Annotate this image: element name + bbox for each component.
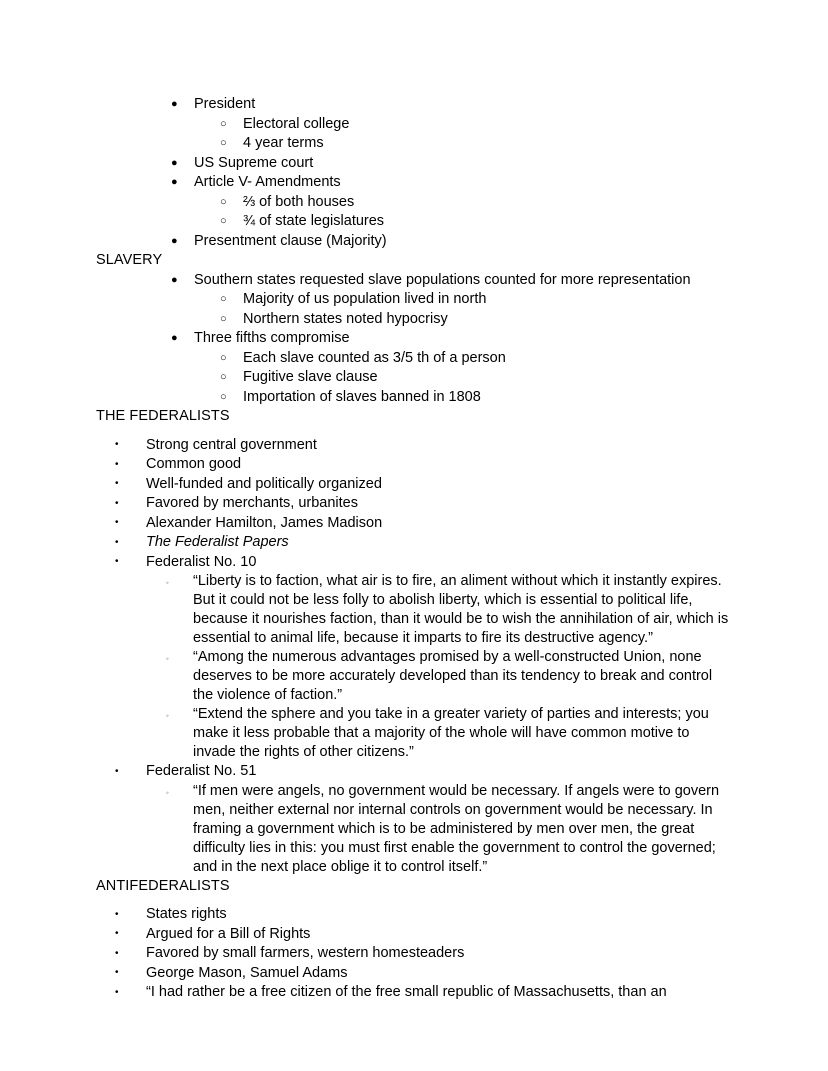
- section-heading: SLAVERY: [96, 252, 163, 268]
- bullet-icon: •: [115, 908, 119, 920]
- list-item: [96, 271, 736, 291]
- sub-list-item: [96, 310, 736, 330]
- bullet-icon: ●: [171, 273, 178, 286]
- bullet-icon: ●: [171, 156, 178, 169]
- list-item: [96, 436, 736, 456]
- section-heading: THE FEDERALISTS: [96, 408, 230, 424]
- list-item-label: The Federalist Papers: [146, 534, 289, 550]
- bullet-icon: •: [115, 556, 119, 567]
- list-item-label: Common good: [146, 456, 242, 472]
- bullet-icon: ○: [220, 371, 227, 383]
- list-item-label: 4 year terms: [243, 135, 324, 151]
- section-spacer: [96, 896, 736, 905]
- sub-list-item: [96, 193, 736, 213]
- list-item: [96, 964, 736, 984]
- list-item: [96, 944, 736, 964]
- bullet-icon: ○: [220, 351, 227, 364]
- list-item-label: US Supreme court: [194, 154, 314, 171]
- bullet-icon: ◦: [166, 711, 169, 720]
- list-item-label: “I had rather be a free citizen of the free small republic of Massachusetts, than an: [146, 984, 667, 1000]
- bullet-icon: •: [115, 517, 119, 528]
- sub-list-item: [96, 349, 736, 369]
- bullet-icon: •: [115, 497, 119, 509]
- list-item: [96, 475, 736, 495]
- bullet-icon: ◦: [166, 787, 169, 797]
- list-item: [96, 905, 736, 925]
- list-item: [96, 925, 736, 945]
- bullet-icon: ○: [220, 137, 227, 149]
- sub-list-item: [96, 134, 736, 154]
- bullet-icon: •: [115, 458, 119, 470]
- list-item-label: Southern states requested slave populations counted for more representation: [194, 271, 691, 288]
- list-item: [96, 154, 736, 174]
- bullet-icon: ◦: [166, 578, 169, 587]
- bullet-icon: •: [115, 536, 119, 548]
- bullet-icon: •: [115, 478, 119, 489]
- list-item: [96, 173, 736, 193]
- list-item-label: Fugitive slave clause: [243, 369, 378, 385]
- bullet-icon: •: [115, 928, 119, 939]
- list-item-label: Each slave counted as 3/5 th of a person: [243, 349, 506, 366]
- list-item-label: Presentment clause (Majority): [194, 232, 387, 249]
- bullet-icon: ○: [220, 390, 227, 403]
- sub-list-item: [96, 290, 736, 310]
- list-item-label: Article V- Amendments: [194, 174, 341, 190]
- list-item: [96, 514, 736, 534]
- list-item-label: Alexander Hamilton, James Madison: [146, 514, 383, 531]
- quote-item: [96, 705, 736, 762]
- list-item-label: “Liberty is to faction, what air is to fire, an aliment without which it instantly expires. But it could not be less folly to abolish liberty, which is essential to political life, because it nourishes faction, than it would be to wish the annihilation of air, which is essential to animal life, because it imparts to fire its destructive agency.”: [193, 573, 729, 646]
- document-body: [96, 95, 736, 1003]
- bullet-icon: ○: [220, 195, 227, 208]
- quote-item: [96, 572, 736, 648]
- list-item-label: Electoral college: [243, 115, 350, 132]
- list-item-label: Federalist No. 51: [146, 763, 257, 779]
- bullet-icon: •: [115, 765, 119, 777]
- bullet-icon: ●: [171, 98, 178, 110]
- list-item-label: Well-funded and politically organized: [146, 475, 382, 492]
- list-item-label: ⅔ of both houses: [243, 193, 355, 210]
- bullet-icon: ○: [220, 215, 227, 227]
- list-item: [96, 533, 736, 553]
- list-item-label: “Among the numerous advantages promised by a well-constructed Union, none deserves to be more accurately developed than its tendency to break and control the violence of faction.”: [193, 649, 713, 703]
- section-spacer: [96, 427, 736, 436]
- list-item-label: George Mason, Samuel Adams: [146, 964, 348, 981]
- list-item-label: President: [194, 96, 256, 112]
- bullet-icon: •: [115, 967, 119, 978]
- list-item-label: Federalist No. 10: [146, 553, 257, 570]
- bullet-icon: ●: [171, 234, 178, 247]
- list-item-label: Favored by merchants, urbanites: [146, 495, 358, 511]
- list-item-label: Strong central government: [146, 436, 317, 453]
- bullet-icon: •: [115, 986, 119, 998]
- list-item: [96, 455, 736, 475]
- bullet-icon: ○: [220, 117, 227, 130]
- list-item-label: “If men were angels, no government would be necessary. If angels were to govern men, neither external nor internal controls on government would be necessary. In framing a government which is to be administered by men over men, the great difficulty lies in this: you must first enable the government to control the governed; and in the next place oblige it to control itself.”: [193, 782, 720, 875]
- sub-list-item: [96, 388, 736, 408]
- list-item: [96, 553, 736, 573]
- bullet-icon: •: [115, 439, 119, 450]
- sub-list-item: [96, 368, 736, 388]
- notes-content: [96, 95, 736, 1003]
- quote-item: [96, 648, 736, 705]
- list-item: [96, 232, 736, 252]
- list-item-label: Argued for a Bill of Rights: [146, 925, 311, 942]
- sub-list-item: [96, 212, 736, 232]
- quote-item: [96, 782, 736, 877]
- list-item: [96, 983, 736, 1003]
- list-item-label: Three fifths compromise: [194, 330, 350, 346]
- bullet-icon: •: [115, 947, 119, 959]
- list-item-label: Favored by small farmers, western homesteaders: [146, 945, 465, 961]
- list-item: [96, 329, 736, 349]
- list-item: [96, 494, 736, 514]
- bullet-icon: ○: [220, 312, 227, 325]
- list-item: [96, 95, 736, 115]
- list-item-label: Northern states noted hypocrisy: [243, 310, 448, 327]
- list-item-label: “Extend the sphere and you take in a greater variety of parties and interests; you make it less probable that a majority of the whole will have common motive to invade the rights of other citizens.”: [193, 706, 709, 760]
- bullet-icon: ○: [220, 293, 227, 305]
- list-item-label: ¾ of state legislatures: [243, 213, 385, 229]
- bullet-icon: ◦: [166, 654, 169, 663]
- list-item-label: Majority of us population lived in north: [243, 291, 487, 307]
- bullet-icon: ●: [171, 176, 178, 188]
- list-item-label: Importation of slaves banned in 1808: [243, 388, 481, 405]
- bullet-icon: ●: [171, 332, 178, 344]
- list-item: [96, 762, 736, 782]
- list-item-label: States rights: [146, 906, 227, 922]
- section-heading: ANTIFEDERALISTS: [96, 877, 230, 894]
- sub-list-item: [96, 115, 736, 135]
